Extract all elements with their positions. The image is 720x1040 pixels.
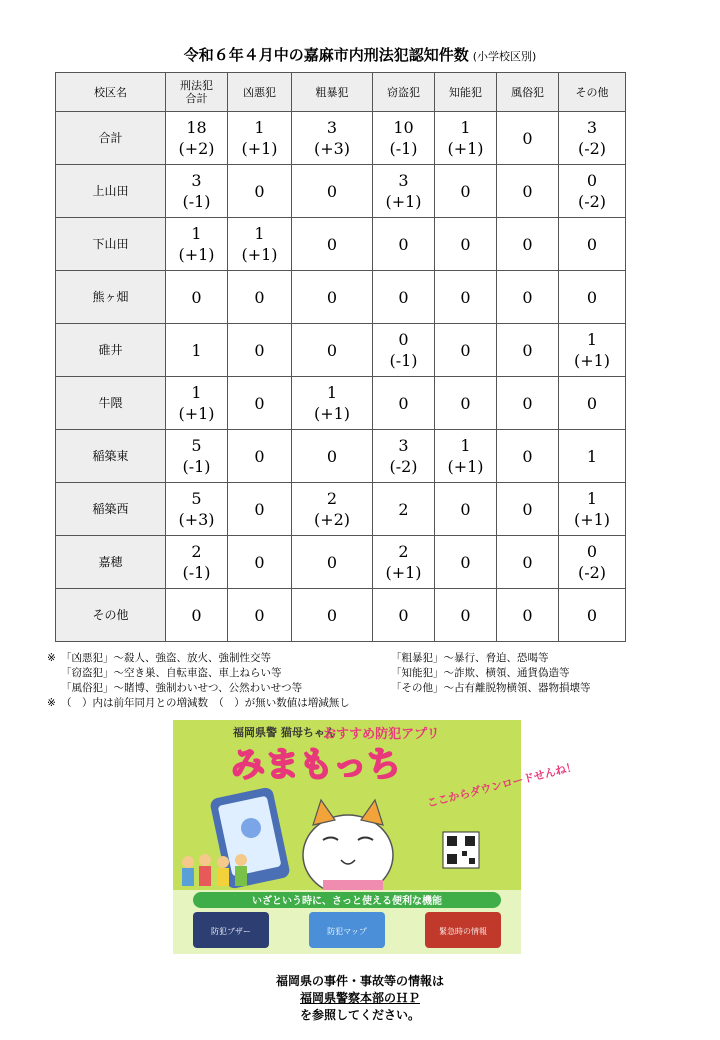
count-value: 0 bbox=[460, 552, 471, 572]
change-value: (+1) bbox=[385, 192, 422, 211]
count-cell bbox=[559, 218, 626, 271]
table-row bbox=[56, 324, 626, 377]
count-value: 0 bbox=[460, 605, 471, 625]
count-cell bbox=[373, 377, 435, 430]
count-cell bbox=[228, 536, 292, 589]
note-row bbox=[47, 666, 667, 681]
count-cell bbox=[373, 324, 435, 377]
count-value: 0 bbox=[326, 340, 338, 360]
footer-line3: を参照してください。 bbox=[299, 1008, 420, 1022]
count-cell bbox=[166, 165, 228, 218]
count-cell bbox=[228, 377, 292, 430]
count-value: 0 bbox=[522, 499, 533, 519]
school-district-name: 碓井 bbox=[56, 324, 166, 377]
count-value: 0 bbox=[586, 171, 598, 190]
school-district-name: その他 bbox=[56, 589, 166, 642]
change-value: (+2) bbox=[178, 139, 215, 158]
count-cell bbox=[228, 483, 292, 536]
note-assault: 「粗暴犯」～暴行、脅迫、恐喝等 bbox=[391, 652, 549, 664]
count-cell bbox=[497, 271, 559, 324]
poster-art bbox=[173, 720, 579, 954]
count-value: 0 bbox=[460, 181, 471, 201]
count-value: 1 bbox=[191, 224, 202, 243]
svg-text:防犯マップ: 防犯マップ bbox=[327, 927, 367, 936]
footer-line1: 福岡県の事件・事故等の情報は bbox=[275, 974, 444, 988]
count-value: 2 bbox=[398, 499, 409, 519]
count-value: 0 bbox=[326, 234, 338, 254]
count-cell bbox=[559, 377, 626, 430]
table-body bbox=[56, 112, 626, 642]
count-value: 0 bbox=[460, 340, 471, 360]
table-row bbox=[56, 589, 626, 642]
count-value: 0 bbox=[254, 340, 265, 360]
column-header: 刑法犯 合計 bbox=[166, 73, 228, 112]
count-cell bbox=[435, 377, 497, 430]
count-cell bbox=[292, 218, 373, 271]
count-value: 1 bbox=[191, 383, 202, 402]
count-value: 0 bbox=[586, 287, 598, 307]
count-cell bbox=[166, 536, 228, 589]
count-value: 0 bbox=[522, 340, 533, 360]
svg-text:緊急時の情報: 緊急時の情報 bbox=[439, 927, 487, 936]
count-value: 0 bbox=[586, 234, 598, 254]
count-value: 0 bbox=[586, 393, 598, 413]
count-cell bbox=[166, 112, 228, 165]
svg-text:防犯ブザー: 防犯ブザー bbox=[211, 927, 251, 936]
column-header: 知能犯 bbox=[435, 73, 497, 112]
count-value: 0 bbox=[398, 287, 409, 307]
count-cell bbox=[497, 536, 559, 589]
count-cell bbox=[228, 165, 292, 218]
count-cell bbox=[166, 377, 228, 430]
change-value: (+3) bbox=[178, 510, 215, 529]
svg-text:ここからダウンロードせんね！: ここからダウンロードせんね！ bbox=[425, 760, 579, 810]
poster-logo: 福岡県警 猫母ちゃん bbox=[233, 726, 336, 739]
count-value: 0 bbox=[522, 181, 533, 201]
change-value: (+1) bbox=[313, 404, 351, 423]
count-cell bbox=[559, 589, 626, 642]
count-cell bbox=[497, 589, 559, 642]
change-value: (+1) bbox=[447, 139, 484, 158]
count-cell bbox=[435, 483, 497, 536]
poster-app-name: みまもっち bbox=[231, 745, 401, 785]
app-poster[interactable] bbox=[173, 720, 579, 954]
count-cell bbox=[435, 430, 497, 483]
count-cell bbox=[166, 324, 228, 377]
count-value: 1 bbox=[254, 224, 265, 243]
count-value: 5 bbox=[191, 436, 202, 455]
note-other: 「その他」～占有離脱物横領、器物損壊等 bbox=[391, 682, 591, 694]
change-value: (+1) bbox=[573, 510, 611, 529]
count-cell bbox=[497, 218, 559, 271]
change-value: (-1) bbox=[389, 351, 418, 370]
count-cell bbox=[166, 218, 228, 271]
count-cell bbox=[373, 218, 435, 271]
school-district-name: 牛隈 bbox=[56, 377, 166, 430]
count-value: 0 bbox=[254, 287, 265, 307]
title-text: 令和６年４月中の嘉麻市内刑法犯認知件数 bbox=[183, 46, 469, 64]
note-violent: 「凶悪犯」～殺人、強盗、放火、強制性交等 bbox=[61, 652, 271, 664]
svg-text:いざという時に、さっと使える便利な機能: いざという時に、さっと使える便利な機能 bbox=[252, 896, 442, 907]
count-cell bbox=[292, 377, 373, 430]
count-value: 1 bbox=[586, 446, 598, 466]
count-value: 10 bbox=[393, 118, 414, 137]
count-value: 3 bbox=[191, 171, 202, 190]
count-value: 3 bbox=[586, 118, 598, 137]
change-value: (+1) bbox=[573, 351, 611, 370]
count-value: 1 bbox=[460, 118, 471, 137]
table-row bbox=[56, 536, 626, 589]
count-value: 1 bbox=[586, 330, 598, 349]
count-cell bbox=[559, 271, 626, 324]
count-cell bbox=[228, 589, 292, 642]
count-cell bbox=[228, 324, 292, 377]
count-cell bbox=[559, 536, 626, 589]
count-cell bbox=[373, 483, 435, 536]
count-cell bbox=[435, 218, 497, 271]
change-value: (-1) bbox=[389, 139, 418, 158]
column-header: 窃盗犯 bbox=[373, 73, 435, 112]
count-value: 2 bbox=[398, 542, 409, 561]
count-cell bbox=[373, 165, 435, 218]
count-cell bbox=[497, 377, 559, 430]
count-cell bbox=[497, 324, 559, 377]
count-value: 0 bbox=[460, 234, 471, 254]
count-value: 0 bbox=[254, 446, 265, 466]
change-value: (+1) bbox=[447, 457, 484, 476]
school-district-name: 稲築東 bbox=[56, 430, 166, 483]
count-value: 0 bbox=[460, 393, 471, 413]
note-morals: 「風俗犯」～賭博、強制わいせつ、公然わいせつ等 bbox=[61, 682, 303, 694]
change-value: (-1) bbox=[182, 563, 211, 582]
column-header: 凶悪犯 bbox=[228, 73, 292, 112]
count-value: 1 bbox=[254, 118, 265, 137]
count-cell bbox=[228, 430, 292, 483]
count-cell bbox=[373, 536, 435, 589]
count-cell bbox=[292, 430, 373, 483]
count-value: 18 bbox=[186, 118, 207, 137]
count-cell bbox=[373, 112, 435, 165]
change-value: (+1) bbox=[241, 139, 278, 158]
count-cell bbox=[435, 112, 497, 165]
count-value: 0 bbox=[522, 128, 533, 148]
count-cell bbox=[373, 430, 435, 483]
page-title bbox=[0, 44, 720, 65]
note-mark: ※ bbox=[47, 652, 56, 664]
count-value: 0 bbox=[398, 393, 409, 413]
school-district-name: 下山田 bbox=[56, 218, 166, 271]
count-value: 0 bbox=[522, 234, 533, 254]
count-value: 1 bbox=[326, 383, 338, 402]
table-row bbox=[56, 377, 626, 430]
note-fraud: 「知能犯」～詐欺、横領、通貨偽造等 bbox=[391, 667, 570, 679]
column-header: 粗暴犯 bbox=[292, 73, 373, 112]
count-cell bbox=[435, 589, 497, 642]
count-value: 0 bbox=[254, 499, 265, 519]
crime-table bbox=[55, 72, 626, 642]
note-row bbox=[47, 696, 667, 711]
table-row bbox=[56, 483, 626, 536]
count-value: 0 bbox=[522, 552, 533, 572]
count-cell bbox=[497, 165, 559, 218]
table-row bbox=[56, 165, 626, 218]
count-value: 0 bbox=[586, 542, 598, 561]
change-value: (+1) bbox=[241, 245, 278, 264]
count-cell bbox=[497, 483, 559, 536]
change-value: (+3) bbox=[313, 139, 351, 158]
poster-tagline: おすすめ防犯アプリ bbox=[323, 727, 440, 742]
count-cell bbox=[559, 483, 626, 536]
count-cell bbox=[373, 589, 435, 642]
count-value: 0 bbox=[398, 330, 409, 349]
column-header: 校区名 bbox=[56, 73, 166, 112]
count-value: 0 bbox=[254, 552, 265, 572]
count-value: 0 bbox=[398, 605, 409, 625]
school-district-name: 稲築西 bbox=[56, 483, 166, 536]
count-value: 2 bbox=[191, 542, 202, 561]
count-cell bbox=[435, 165, 497, 218]
notes bbox=[47, 651, 667, 711]
count-value: 3 bbox=[398, 171, 409, 190]
count-cell bbox=[292, 165, 373, 218]
count-cell bbox=[228, 112, 292, 165]
count-value: 0 bbox=[398, 234, 409, 254]
column-header: 風俗犯 bbox=[497, 73, 559, 112]
school-district-name: 上山田 bbox=[56, 165, 166, 218]
count-cell bbox=[373, 271, 435, 324]
change-value: (-1) bbox=[182, 457, 211, 476]
count-value: 0 bbox=[460, 287, 471, 307]
count-cell bbox=[435, 536, 497, 589]
count-cell bbox=[497, 112, 559, 165]
note-row bbox=[47, 651, 667, 666]
count-value: 0 bbox=[522, 393, 533, 413]
column-header: その他 bbox=[559, 73, 626, 112]
count-cell bbox=[559, 112, 626, 165]
change-value: (-2) bbox=[577, 192, 607, 211]
count-cell bbox=[292, 536, 373, 589]
count-value: 0 bbox=[326, 605, 338, 625]
count-value: 0 bbox=[522, 605, 533, 625]
count-cell bbox=[166, 589, 228, 642]
table-row bbox=[56, 218, 626, 271]
title-subtitle: (小学校区別) bbox=[472, 50, 537, 63]
count-value: 0 bbox=[254, 605, 265, 625]
count-value: 0 bbox=[586, 605, 598, 625]
count-value: 0 bbox=[460, 499, 471, 519]
count-cell bbox=[292, 589, 373, 642]
count-value: 0 bbox=[522, 446, 533, 466]
count-value: 3 bbox=[398, 436, 409, 455]
note-theft: 「窃盗犯」～空き巣、自転車盗、車上ねらい等 bbox=[61, 667, 282, 679]
count-value: 0 bbox=[326, 446, 338, 466]
count-cell bbox=[559, 430, 626, 483]
count-value: 3 bbox=[326, 118, 338, 137]
change-value: (-2) bbox=[389, 457, 418, 476]
count-cell bbox=[228, 218, 292, 271]
count-value: 0 bbox=[191, 605, 202, 625]
change-value: (+2) bbox=[313, 510, 351, 529]
note-row bbox=[47, 681, 667, 696]
note-change-legend: （ ）内は前年同月との増減数 （ ）が無い数値は増減無し bbox=[61, 697, 350, 709]
count-cell bbox=[497, 430, 559, 483]
police-hp-link[interactable]: 福岡県警察本部のＨＰ bbox=[299, 991, 420, 1005]
count-cell bbox=[292, 271, 373, 324]
count-cell bbox=[166, 430, 228, 483]
count-value: 2 bbox=[326, 489, 338, 508]
school-district-name: 嘉穂 bbox=[56, 536, 166, 589]
change-value: (+1) bbox=[178, 404, 215, 423]
change-value: (+1) bbox=[385, 563, 422, 582]
school-district-name: 合計 bbox=[56, 112, 166, 165]
table-header-row bbox=[56, 73, 626, 112]
count-value: 1 bbox=[191, 340, 202, 360]
change-value: (-1) bbox=[182, 192, 211, 211]
count-cell bbox=[292, 483, 373, 536]
count-value: 1 bbox=[586, 489, 598, 508]
change-value: (+1) bbox=[178, 245, 215, 264]
school-district-name: 熊ヶ畑 bbox=[56, 271, 166, 324]
table-row bbox=[56, 112, 626, 165]
count-value: 0 bbox=[326, 181, 338, 201]
footer bbox=[0, 973, 720, 1024]
note-mark: ※ bbox=[47, 697, 56, 709]
count-cell bbox=[435, 271, 497, 324]
table-row bbox=[56, 430, 626, 483]
count-cell bbox=[559, 165, 626, 218]
count-value: 0 bbox=[254, 393, 265, 413]
change-value: (-2) bbox=[577, 139, 607, 158]
count-value: 0 bbox=[522, 287, 533, 307]
count-value: 0 bbox=[326, 552, 338, 572]
count-value: 0 bbox=[326, 287, 338, 307]
count-cell bbox=[292, 112, 373, 165]
count-value: 0 bbox=[191, 287, 202, 307]
count-value: 0 bbox=[254, 181, 265, 201]
change-value: (-2) bbox=[577, 563, 607, 582]
table-row bbox=[56, 271, 626, 324]
count-cell bbox=[435, 324, 497, 377]
count-cell bbox=[228, 271, 292, 324]
count-cell bbox=[166, 271, 228, 324]
count-cell bbox=[292, 324, 373, 377]
count-cell bbox=[166, 483, 228, 536]
count-cell bbox=[559, 324, 626, 377]
count-value: 1 bbox=[460, 436, 471, 455]
count-value: 5 bbox=[191, 489, 202, 508]
